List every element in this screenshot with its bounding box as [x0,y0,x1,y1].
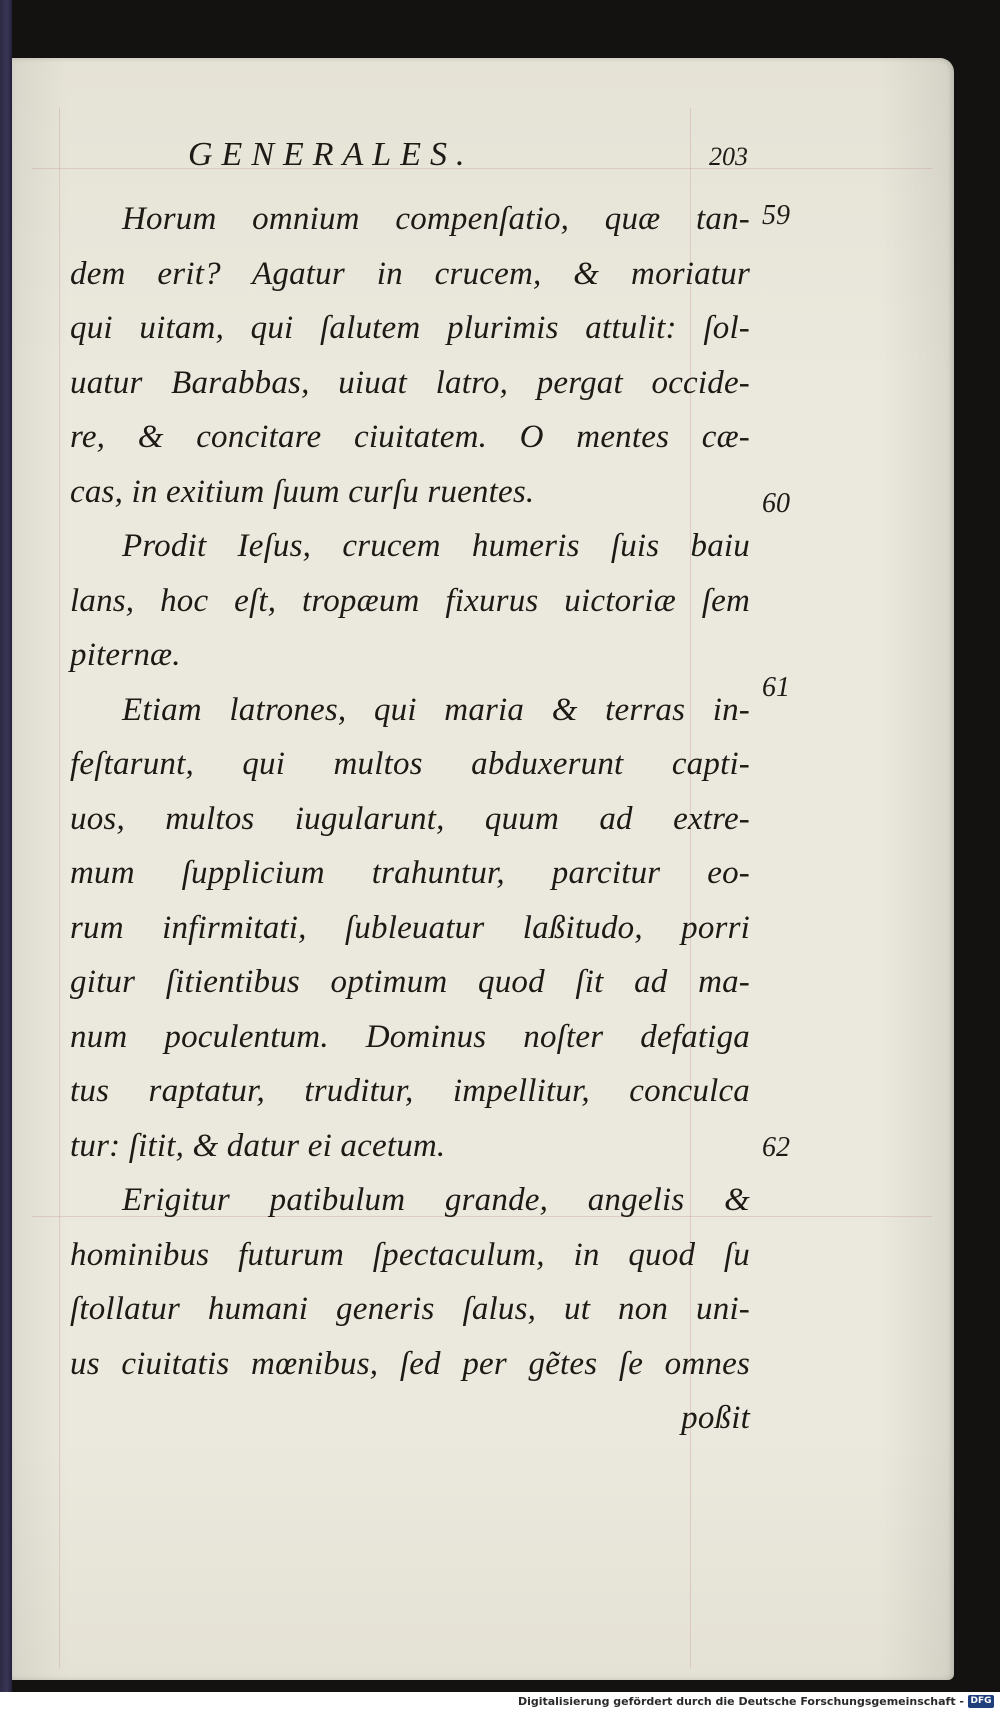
text-line: cas, in exitium ſuum curſu ruentes. [70,473,535,510]
marginal-number: 61 [762,672,790,703]
text-line: us ciuitatis mœnibus, ſed per gẽtes ſe omnes [70,1345,750,1382]
text-line: hominibus futurum ſpectaculum, in quod ſu [70,1236,750,1273]
marginal-number: 59 [762,200,790,231]
text-line: qui uitam, qui ſalutem plurimis attulit: ſol- [70,310,750,346]
catchword: poßit [681,1400,750,1436]
text-line: mum ſupplicium trahuntur, parcitur eo- [70,855,750,891]
running-head [188,136,748,186]
dfg-logo: DFG [968,1695,994,1708]
text-line: Etiam latrones, qui maria & terras in- [122,691,750,728]
text-line: tur: ſitit, & datur ei acetum. [70,1127,446,1164]
body-text [70,192,750,1446]
digitization-credit: Digitalisierung gefördert durch die Deutsche Forschungsgemeinschaft - [517,1695,964,1708]
text-line: re, & concitare ciuitatem. O mentes cæ- [70,419,750,455]
text-line: dem erit? Agatur in crucem, & moriatur [70,255,750,292]
text-line: gitur ſitientibus optimum quod ſit ad ma- [70,964,750,1000]
text-line: rum infirmitati, ſubleuatur laßitudo, porri [70,909,750,946]
text-line: tus raptatur, truditur, impellitur, conculca [70,1073,750,1109]
binding-edge [0,0,12,1712]
text-line: ſtollatur humani generis ſalus, ut non uni- [70,1291,750,1327]
text-line: Prodit Ieſus, crucem humeris ſuis baiu [122,528,750,564]
text-line: piternæ. [70,637,181,673]
text-line: lans, hoc eſt, tropæum fixurus uictoriæ ſem [70,582,750,619]
text-line: num poculentum. Dominus noſter defatiga [70,1018,750,1055]
text-line: Erigitur patibulum grande, angelis & [122,1182,750,1218]
page-number: 203 [709,142,748,171]
running-head-title: GENERALES. [188,136,474,173]
text-line: feſtarunt, qui multos abduxerunt capti- [70,746,750,782]
text-line: Horum omnium compenſatio, quæ tan- [122,201,750,237]
marginal-number: 60 [762,488,790,519]
text-line: uatur Barabbas, uiuat latro, pergat occide- [70,364,750,401]
ruled-margin-line-left [59,108,60,1668]
text-line: uos, multos iugularunt, quum ad extre- [70,800,750,837]
marginal-number: 62 [762,1132,790,1163]
